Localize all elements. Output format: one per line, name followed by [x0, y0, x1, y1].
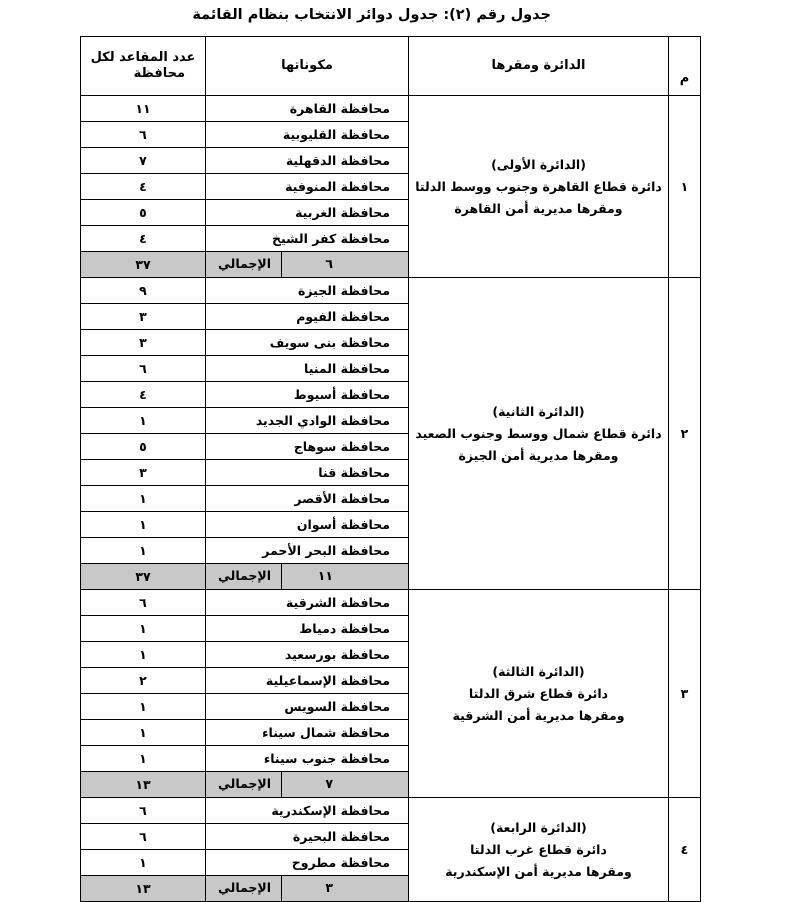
district-description	[409, 96, 669, 278]
governorate-name: محافظة بورسعيد	[206, 642, 409, 668]
governorate-name: محافظة الوادي الجديد	[206, 408, 409, 434]
governorate-seats: ٢	[81, 668, 206, 694]
total-label: الإجمالي	[218, 880, 272, 895]
governorate-name: محافظة المنيا	[206, 356, 409, 382]
total-seats: ١٣	[81, 876, 206, 902]
total-label: الإجمالي	[218, 568, 272, 583]
table-row	[81, 278, 701, 304]
district-desc: دائرة قطاع شرق الدلتا	[468, 685, 609, 701]
governorate-seats: ١	[81, 720, 206, 746]
district-name: (الدائرة الثانية)	[492, 403, 585, 419]
total-seats: ٣٧	[81, 252, 206, 278]
district-desc: دائرة قطاع القاهرة وجنوب ووسط الدلتا	[415, 178, 662, 194]
governorate-name: محافظة الشرقية	[206, 590, 409, 616]
governorate-name: محافظة الدقهلية	[206, 148, 409, 174]
governorate-name: محافظة الأقصر	[206, 486, 409, 512]
governorate-name: محافظة الفيوم	[206, 304, 409, 330]
total-cell	[206, 772, 409, 798]
governorate-seats: ١	[81, 408, 206, 434]
governorate-name: محافظة قنا	[206, 460, 409, 486]
governorate-seats: ٦	[81, 356, 206, 382]
total-cell	[206, 564, 409, 590]
total-governorate-count: ٣	[325, 880, 333, 895]
district-name: (الدائرة الرابعة)	[490, 819, 587, 835]
governorate-name: محافظة أسوان	[206, 512, 409, 538]
total-cell	[206, 876, 409, 902]
governorate-name: محافظة البحر الأحمر	[206, 538, 409, 564]
page-title: جدول رقم (٢): جدول دوائر الانتخاب بنظام القائمة	[192, 7, 551, 23]
total-separator	[281, 876, 282, 901]
governorate-name: محافظة الإسكندرية	[206, 798, 409, 824]
governorate-seats: ٦	[81, 824, 206, 850]
total-governorate-count: ١١	[317, 568, 333, 583]
governorate-seats: ١	[81, 512, 206, 538]
table-row	[81, 590, 701, 616]
district-desc: دائرة قطاع غرب الدلتا	[470, 841, 607, 857]
governorate-name: محافظة السويس	[206, 694, 409, 720]
total-cell	[206, 252, 409, 278]
governorate-seats: ٣	[81, 330, 206, 356]
governorate-seats: ٣	[81, 304, 206, 330]
governorate-seats: ١	[81, 642, 206, 668]
governorate-name: محافظة الإسماعيلية	[206, 668, 409, 694]
governorate-seats: ٦	[81, 798, 206, 824]
governorate-seats: ٣	[81, 460, 206, 486]
header-seats-line1: عدد المقاعد لكل	[90, 50, 196, 65]
governorate-seats: ١	[81, 486, 206, 512]
header-components: مكوناتها	[206, 37, 409, 96]
governorate-name: محافظة الجيزة	[206, 278, 409, 304]
governorate-seats: ٦	[81, 590, 206, 616]
district-number: ٣	[669, 590, 701, 798]
governorate-name: محافظة أسيوط	[206, 382, 409, 408]
governorate-seats: ٥	[81, 434, 206, 460]
total-label: الإجمالي	[218, 256, 272, 271]
district-hq: ومقرها مديرية أمن القاهرة	[454, 200, 623, 216]
total-separator	[281, 564, 282, 589]
total-separator	[281, 772, 282, 797]
districts-table	[80, 36, 701, 902]
governorate-seats: ٧	[81, 148, 206, 174]
district-hq: ومقرها مديرية أمن الشرقية	[452, 707, 625, 723]
governorate-name: محافظة مطروح	[206, 850, 409, 876]
district-hq: ومقرها مديرية أمن الجيزة	[458, 447, 619, 463]
governorate-name: محافظة القليوبية	[206, 122, 409, 148]
governorate-seats: ١١	[81, 96, 206, 122]
governorate-name: محافظة بنى سويف	[206, 330, 409, 356]
governorate-name: محافظة الغربية	[206, 200, 409, 226]
header-seats	[81, 37, 206, 96]
governorate-seats: ٤	[81, 382, 206, 408]
header-m: م	[669, 37, 701, 96]
district-number: ١	[669, 96, 701, 278]
total-governorate-count: ٦	[325, 256, 333, 271]
district-number: ٢	[669, 278, 701, 590]
governorate-seats: ١	[81, 746, 206, 772]
total-seats: ١٣	[81, 772, 206, 798]
header-row	[81, 37, 701, 96]
governorate-seats: ١	[81, 616, 206, 642]
governorate-name: محافظة شمال سيناء	[206, 720, 409, 746]
governorate-name: محافظة سوهاج	[206, 434, 409, 460]
header-seats-line2: محافظة	[133, 66, 185, 81]
district-description	[409, 278, 669, 590]
governorate-seats: ٤	[81, 226, 206, 252]
table-row	[81, 798, 701, 824]
district-description	[409, 798, 669, 902]
governorate-seats: ١	[81, 850, 206, 876]
total-separator	[281, 252, 282, 277]
governorate-seats: ١	[81, 694, 206, 720]
district-name: (الدائرة الثالثة)	[492, 663, 585, 679]
governorate-name: محافظة كفر الشيخ	[206, 226, 409, 252]
governorate-name: محافظة البحيرة	[206, 824, 409, 850]
governorate-name: محافظة المنوفية	[206, 174, 409, 200]
district-name: (الدائرة الأولى)	[491, 156, 586, 172]
header-district: الدائرة ومقرها	[409, 37, 669, 96]
governorate-name: محافظة جنوب سيناء	[206, 746, 409, 772]
governorate-seats: ٥	[81, 200, 206, 226]
table-body	[81, 96, 701, 902]
district-hq: ومقرها مديرية أمن الإسكندرية	[445, 863, 632, 879]
governorate-seats: ٤	[81, 174, 206, 200]
governorate-name: محافظة القاهرة	[206, 96, 409, 122]
district-description	[409, 590, 669, 798]
table-row	[81, 96, 701, 122]
governorate-seats: ٩	[81, 278, 206, 304]
governorate-seats: ٦	[81, 122, 206, 148]
total-label: الإجمالي	[218, 776, 272, 791]
governorate-name: محافظة دمياط	[206, 616, 409, 642]
governorate-seats: ١	[81, 538, 206, 564]
district-number: ٤	[669, 798, 701, 902]
total-seats: ٣٧	[81, 564, 206, 590]
district-desc: دائرة قطاع شمال ووسط وجنوب الصعيد	[415, 425, 662, 441]
total-governorate-count: ٧	[325, 776, 333, 791]
